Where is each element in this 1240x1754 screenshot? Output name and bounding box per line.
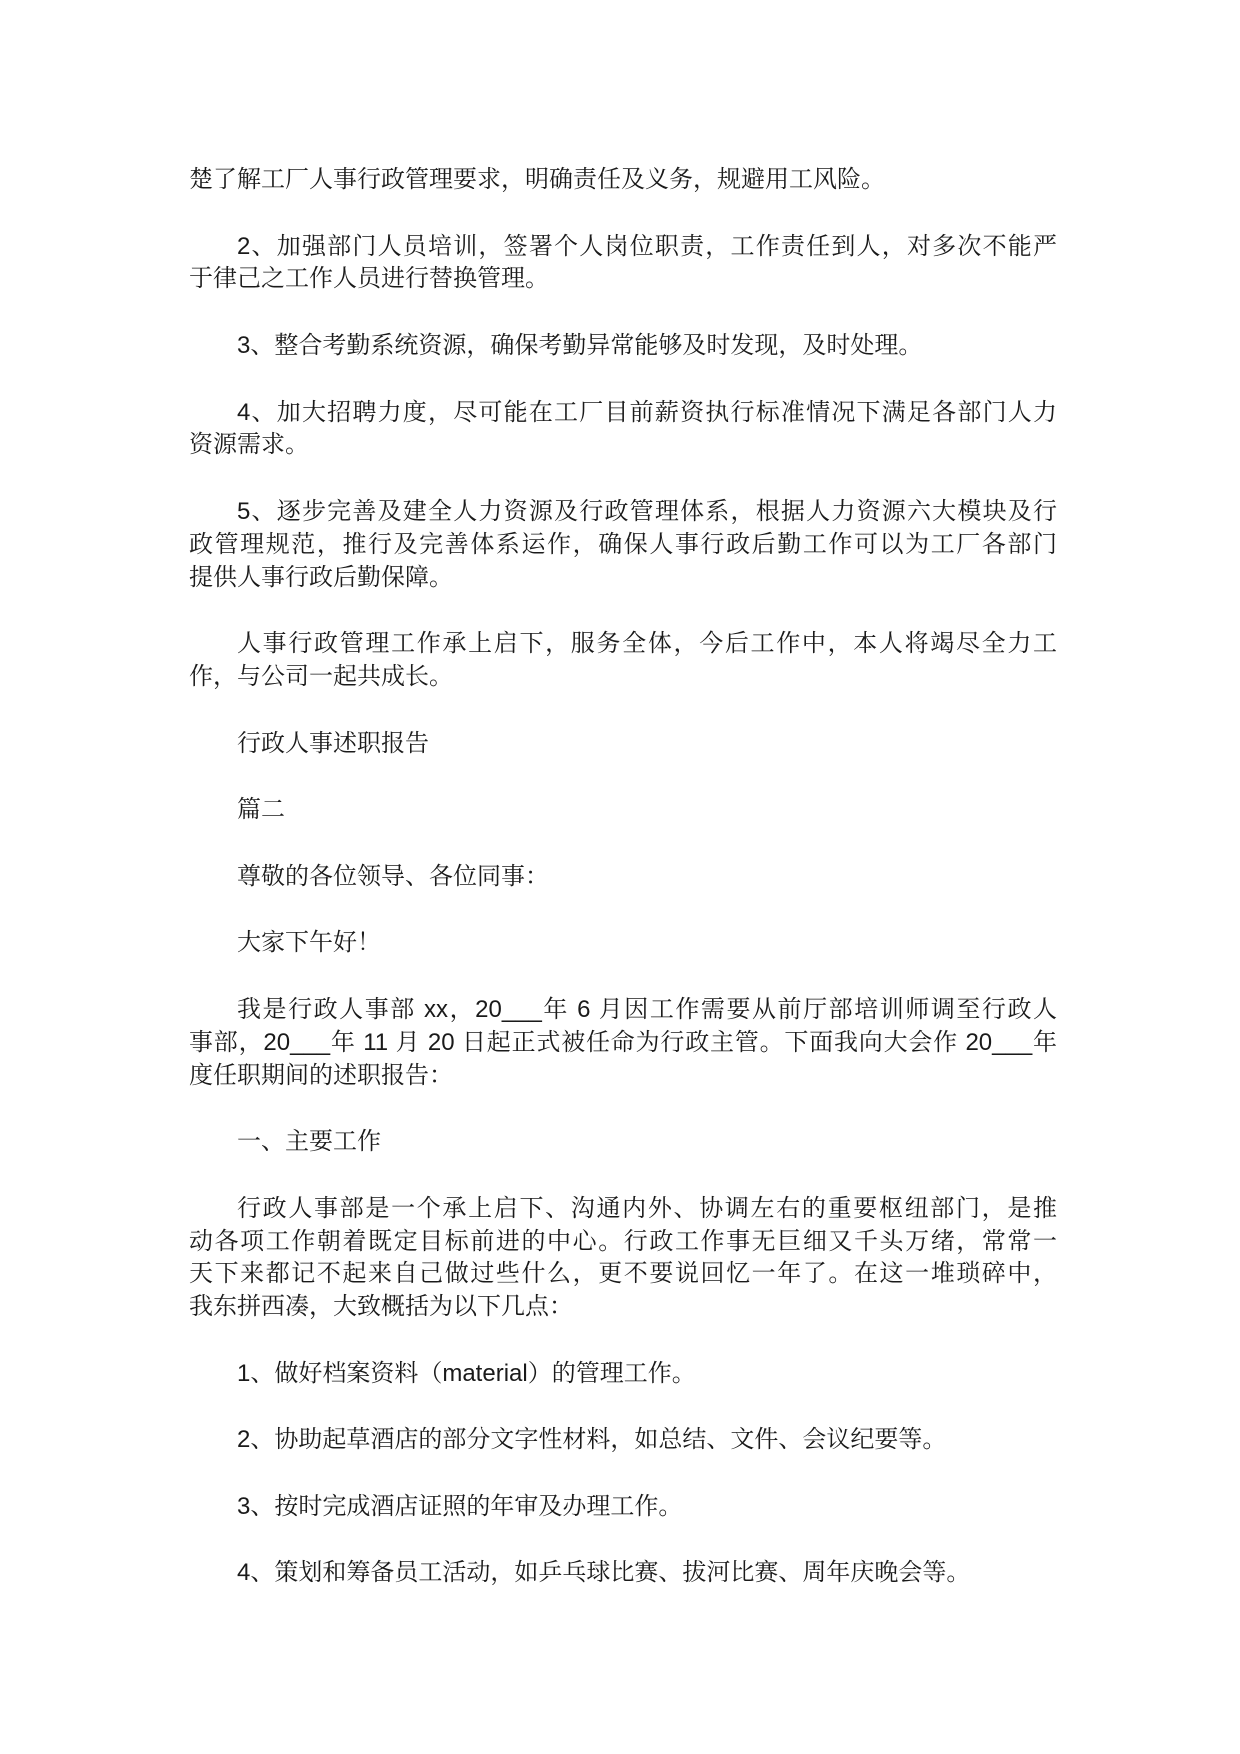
intro-paragraph xyxy=(189,994,1057,1092)
text-line: 1、做好档案资料（material）的管理工作。 xyxy=(237,1359,696,1387)
heading-text: 一、主要工作 xyxy=(237,1128,381,1156)
work-item-3 xyxy=(189,1491,1057,1524)
salutation xyxy=(189,861,1057,894)
text-line: 4、加大招聘力度，尽可能在工厂目前薪资执行标准情况下满足各部门人力 xyxy=(237,398,1057,426)
body-paragraph xyxy=(189,1193,1057,1324)
list-item-3 xyxy=(189,330,1057,363)
section-heading xyxy=(189,1126,1057,1159)
text-line: 于律己之工作人员进行替换管理。 xyxy=(189,265,549,293)
text-line: 作，与公司一起共成长。 xyxy=(189,662,453,690)
list-item-4 xyxy=(189,397,1057,463)
list-item-2 xyxy=(189,231,1057,297)
list-item-5 xyxy=(189,496,1057,594)
text-line: 动各项工作朝着既定目标前进的中心。行政工作事无巨细又千头万绪，常常一 xyxy=(189,1227,1057,1255)
text-line: 我东拼西凑，大致概括为以下几点： xyxy=(189,1293,573,1321)
section-label-text: 篇二 xyxy=(237,796,285,824)
text-line: 行政人事部是一个承上启下、沟通内外、协调左右的重要枢纽部门，是推 xyxy=(237,1194,1057,1222)
work-item-4 xyxy=(189,1557,1057,1590)
text-line: 人事行政管理工作承上启下，服务全体，今后工作中，本人将竭尽全力工 xyxy=(237,630,1057,658)
text-line: 我是行政人事部 xx，20___年 6 月因工作需要从前厅部培训师调至行政人 xyxy=(237,995,1057,1023)
closing-paragraph xyxy=(189,628,1057,694)
text-line: 4、策划和筹备员工活动，如乒乓球比赛、拔河比赛、周年庆晚会等。 xyxy=(237,1559,971,1587)
text-line: 政管理规范，推行及完善体系运作，确保人事行政后勤工作可以为工厂各部门 xyxy=(189,530,1057,558)
text-line: 3、按时完成酒店证照的年审及办理工作。 xyxy=(237,1492,683,1520)
work-item-1 xyxy=(189,1358,1057,1391)
text-line: 3、整合考勤系统资源，确保考勤异常能够及时发现，及时处理。 xyxy=(237,331,923,359)
text-line: 楚了解工厂人事行政管理要求，明确责任及义务，规避用工风险。 xyxy=(189,166,885,193)
text-line: 大家下午好！ xyxy=(237,929,381,957)
work-item-2 xyxy=(189,1424,1057,1457)
text-line: 资源需求。 xyxy=(189,431,309,459)
text-line: 2、协助起草酒店的部分文字性材料，如总结、文件、会议纪要等。 xyxy=(237,1426,947,1454)
document-title xyxy=(189,728,1057,761)
text-line: 尊敬的各位领导、各位同事： xyxy=(237,862,549,890)
paragraph-continuation xyxy=(189,164,1057,197)
document-body xyxy=(189,164,1057,1624)
title-text: 行政人事述职报告 xyxy=(237,729,429,757)
text-line: 天下来都记不起来自己做过些什么，更不要说回忆一年了。在这一堆琐碎中， xyxy=(189,1260,1057,1288)
text-line: 2、加强部门人员培训，签署个人岗位职责，工作责任到人，对多次不能严 xyxy=(237,232,1057,260)
section-label xyxy=(189,794,1057,827)
text-line: 5、逐步完善及建全人力资源及行政管理体系，根据人力资源六大模块及行 xyxy=(237,497,1057,525)
text-line: 度任职期间的述职报告： xyxy=(189,1061,453,1089)
text-line: 提供人事行政后勤保障。 xyxy=(189,563,453,591)
greeting xyxy=(189,927,1057,960)
text-line: 事部，20___年 11 月 20 日起正式被任命为行政主管。下面我向大会作 20___年 xyxy=(189,1028,1057,1056)
